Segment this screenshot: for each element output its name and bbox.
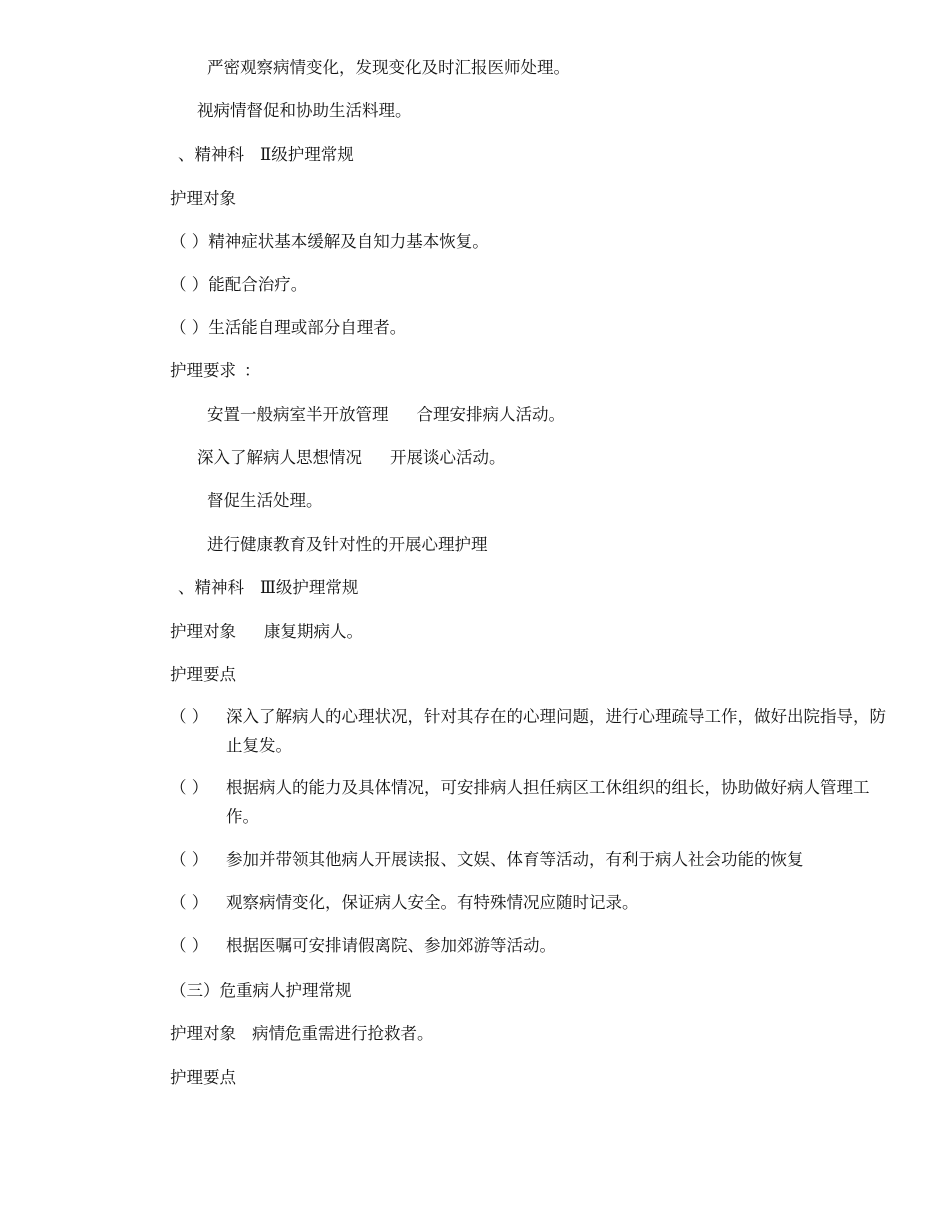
subheading-text: 护理要点 <box>170 1068 236 1087</box>
paragraph <box>197 96 412 125</box>
subheading-text: 护理对象 <box>170 1024 236 1043</box>
paragraph-text: 视病情督促和协助生活料理。 <box>197 101 412 120</box>
subheading <box>170 184 236 213</box>
list-item-marker: （ ） <box>170 850 209 869</box>
subheading-text: 护理要求 <box>170 361 236 380</box>
paragraph <box>197 443 506 472</box>
list-item-text: 根据医嘱可安排请假离院、参加郊游等活动。 <box>226 936 556 955</box>
list-item <box>170 313 406 342</box>
subheading <box>170 1019 434 1048</box>
list-item-marker: （ ） <box>170 936 209 955</box>
list-item-text: 参加并带领其他病人开展读报、文娱、体育等活动，有利于病人社会功能的恢复 <box>226 850 804 869</box>
paragraph-text: 合理安排病人活动。 <box>416 405 565 424</box>
paragraph <box>207 400 565 429</box>
paragraph-text: 严密观察病情变化，发现变化及时汇报医师处理。 <box>207 58 570 77</box>
section-heading <box>170 976 352 1005</box>
list-item-text: （ ）生活能自理或部分自理者。 <box>170 318 407 337</box>
paragraph-text: 督促生活处理。 <box>207 491 323 510</box>
list-item <box>170 773 900 831</box>
list-item <box>170 931 900 960</box>
list-item-text: 根据病人的能力及具体情况，可安排病人担任病区工休组织的组长，协助做好病人管理工作。 <box>226 778 870 826</box>
subheading <box>170 660 236 689</box>
list-item <box>170 888 900 917</box>
subheading <box>170 356 261 385</box>
subheading-text: 护理对象 <box>170 189 236 208</box>
colon: ： <box>244 361 261 380</box>
list-item-marker: （ ） <box>170 707 209 726</box>
list-item <box>170 702 900 760</box>
heading-prefix: 、精神科 <box>178 145 244 164</box>
list-item-text: （ ）精神症状基本缓解及自知力基本恢复。 <box>170 232 489 251</box>
list-item-text: 深入了解病人的心理状况，针对其存在的心理问题，进行心理疏导工作，做好出院指导，防止复发。 <box>226 707 886 755</box>
list-item <box>170 270 307 299</box>
paragraph-text: 深入了解病人思想情况 <box>197 448 362 467</box>
list-item-marker: （ ） <box>170 778 209 797</box>
paragraph-text: 康复期病人。 <box>264 622 363 641</box>
subheading <box>170 1063 236 1092</box>
heading-title: Ⅱ级护理常规 <box>260 145 354 164</box>
list-item <box>170 845 900 874</box>
heading-title: Ⅲ级护理常规 <box>260 578 359 597</box>
paragraph-text: 进行健康教育及针对性的开展心理护理 <box>207 535 488 554</box>
paragraph-text: 开展谈心活动。 <box>390 448 506 467</box>
list-item-text: 观察病情变化，保证病人安全。有特殊情况应随时记录。 <box>226 893 639 912</box>
paragraph-text: 安置一般病室半开放管理 <box>207 405 389 424</box>
paragraph <box>207 530 488 559</box>
heading-prefix: 、精神科 <box>178 578 244 597</box>
section-heading-level-2 <box>178 140 354 169</box>
subheading-text: 护理对象 <box>170 622 236 641</box>
paragraph-text: 病情危重需进行抢救者。 <box>252 1024 434 1043</box>
subheading <box>170 617 363 646</box>
list-item-text: （ ）能配合治疗。 <box>170 275 308 294</box>
paragraph <box>207 486 323 515</box>
subheading-text: 护理要点 <box>170 665 236 684</box>
list-item-marker: （ ） <box>170 893 209 912</box>
heading-title: （三）危重病人护理常规 <box>170 981 352 1000</box>
list-item <box>170 227 489 256</box>
section-heading-level-3 <box>178 573 358 602</box>
paragraph <box>207 53 570 82</box>
